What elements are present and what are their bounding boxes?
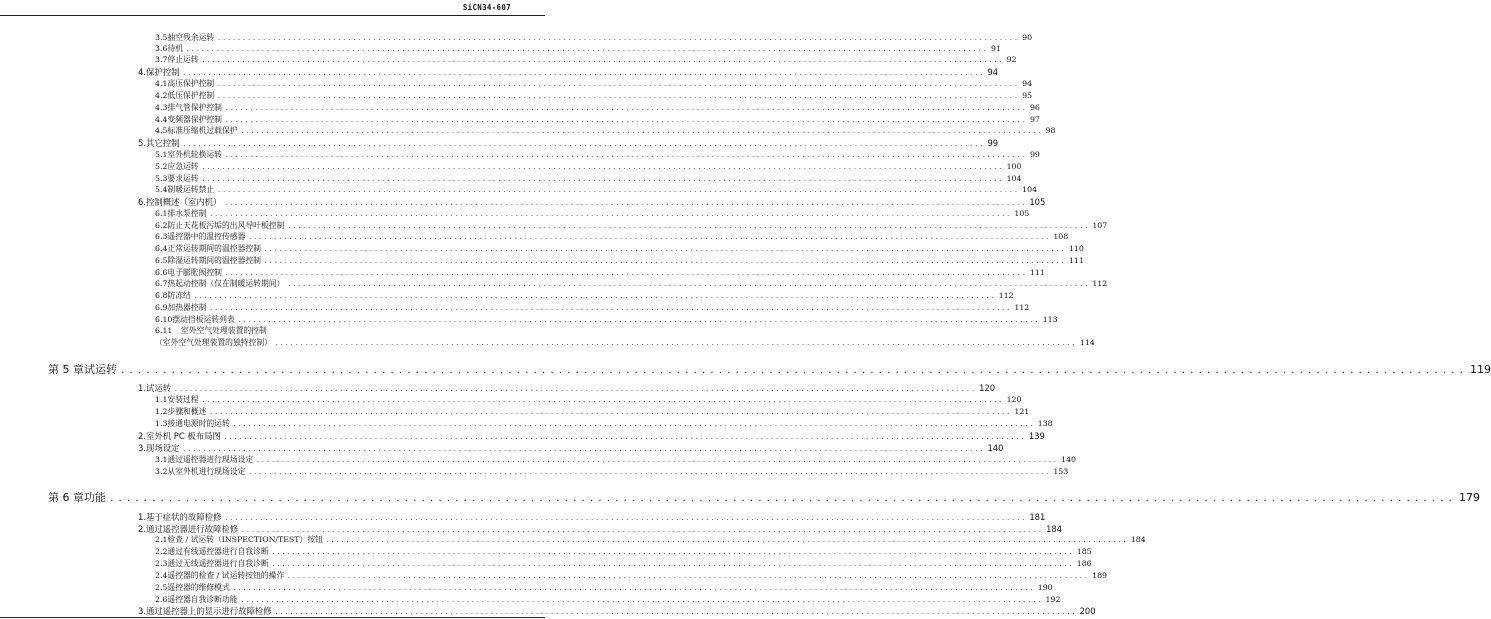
toc-entry-title: 试运转 xyxy=(146,383,172,393)
toc-entry[interactable] xyxy=(155,547,1092,556)
toc-entry-title: 安装过程 xyxy=(167,395,199,404)
toc-entry-number: 6.6 xyxy=(155,268,168,277)
toc-entry-title: 低压保护控制 xyxy=(167,91,215,100)
toc-entry-number: 第 5 章 xyxy=(48,363,84,376)
toc-entry[interactable] xyxy=(155,395,1022,404)
toc-page-number: 99 xyxy=(987,138,999,148)
toc-page-number: 121 xyxy=(1014,407,1030,416)
toc-entry-number: 第 6 章 xyxy=(48,491,84,504)
toc-entry[interactable] xyxy=(155,419,1053,428)
toc-entry-number: 2.4 xyxy=(155,571,168,580)
toc-page-number: 104 xyxy=(1006,174,1022,183)
toc-entry[interactable] xyxy=(155,467,1069,476)
toc-entry-number: 6.7 xyxy=(155,279,168,288)
dot-leader: ................................................................................................................................................................ xyxy=(325,537,1128,544)
toc-entry-title: 遥控器的维修模式 xyxy=(167,583,230,592)
toc-page-number: 108 xyxy=(1053,232,1069,241)
toc-entry-title: 保护控制 xyxy=(146,67,180,77)
toc-page-number: 200 xyxy=(1079,606,1096,616)
toc-page-number: 192 xyxy=(1045,595,1061,604)
toc-entry-number: 3.1 xyxy=(155,455,168,464)
toc-entry-number: 3. xyxy=(138,443,146,453)
dot-leader: ................................................................................................................................................................ xyxy=(274,609,1077,616)
dot-leader: ................................................................................................................................................................ xyxy=(224,152,1027,159)
toc-page-number: 97 xyxy=(1029,115,1040,124)
dot-leader: ................................................................................................................................................................ xyxy=(263,258,1066,265)
toc-entry[interactable] xyxy=(138,67,999,77)
toc-page-number: 112 xyxy=(1092,279,1108,288)
dot-leader: ................................................................................................................................................................ xyxy=(274,340,1077,347)
dot-leader: ................................................................................................................................................................ xyxy=(174,386,977,393)
toc-entry[interactable] xyxy=(155,559,1092,568)
toc-entry[interactable] xyxy=(138,524,1063,534)
toc-page-number: 105 xyxy=(1029,197,1046,207)
dot-leader: ................................................................................................................................................................ xyxy=(201,57,1004,64)
toc-entry-number: 6.9 xyxy=(155,303,168,312)
toc-entry[interactable] xyxy=(155,115,1040,124)
toc-entry-title: 遥控器自我诊断功能 xyxy=(167,595,238,604)
document-code: SiCN34-607 xyxy=(462,3,511,12)
toc-entry-title: 从室外机进行现场设定 xyxy=(167,467,246,476)
toc-entry-title: 要求运转 xyxy=(167,174,199,183)
toc-entry[interactable] xyxy=(155,455,1077,464)
toc-entry[interactable] xyxy=(155,209,1030,218)
toc-entry-number: 2.2 xyxy=(155,547,168,556)
toc-entry-title: 其它控制 xyxy=(146,138,180,148)
toc-entry-number: 5.2 xyxy=(155,162,168,171)
toc-entry[interactable] xyxy=(155,268,1045,277)
toc-entry-title: 室外空气处理装置的控制 xyxy=(181,326,267,335)
toc-entry-number: 4.1 xyxy=(155,79,168,88)
toc-page-number: 112 xyxy=(1014,303,1030,312)
toc-page-number: 138 xyxy=(1037,419,1053,428)
toc-entry-number: 2.1 xyxy=(155,535,168,544)
toc-page-number: 140 xyxy=(987,443,1004,453)
toc-page-number: 113 xyxy=(1042,315,1058,324)
dot-leader: ................................................................................................................................................................ xyxy=(223,434,1026,441)
toc-page-number: 153 xyxy=(1053,467,1069,476)
header-rule xyxy=(0,15,545,16)
dot-leader: ................................................................................................................................................................ xyxy=(248,234,1051,241)
toc-page-number: 104 xyxy=(1022,185,1038,194)
toc-entry[interactable] xyxy=(155,103,1040,112)
dot-leader: ................................................................................................................................................................ xyxy=(217,81,1020,88)
toc-entry-title: 通过遥控器进行现场设定 xyxy=(167,455,254,464)
footer-rule xyxy=(0,617,545,618)
toc-entry-title: 除湿运转期间的温控器控制 xyxy=(167,256,261,265)
toc-entry[interactable] xyxy=(155,232,1069,241)
toc-entry-title: 变频器保护控制 xyxy=(167,115,222,124)
toc-entry-number: 2.5 xyxy=(155,583,168,592)
toc-entry-title: 电子膨胀阀控制 xyxy=(167,268,222,277)
toc-entry-number: 6.3 xyxy=(155,232,168,241)
toc-entry[interactable] xyxy=(138,431,1045,441)
toc-page-number: 112 xyxy=(998,291,1014,300)
toc-page-number: 185 xyxy=(1076,547,1092,556)
toc-entry-number: 3.2 xyxy=(155,467,168,476)
toc-entry[interactable] xyxy=(155,221,1108,230)
toc-chapter-entry[interactable] xyxy=(48,363,1491,376)
toc-page-number: 179 xyxy=(1458,491,1480,504)
toc-page-number: 190 xyxy=(1037,583,1053,592)
dot-leader: ................................................................................................................................................................ xyxy=(186,46,988,53)
toc-entry-title: 功能 xyxy=(84,491,106,504)
toc-page-number: 107 xyxy=(1092,221,1108,230)
dot-leader: ................................................................................................................................................................ xyxy=(224,105,1027,112)
toc-entry-title: 加热器控制 xyxy=(167,303,207,312)
toc-entry-number: 4.3 xyxy=(155,103,168,112)
toc-entry-title: 制暖运转禁止 xyxy=(167,185,215,194)
toc-entry[interactable] xyxy=(155,595,1061,604)
toc-entry-number: 4.2 xyxy=(155,91,168,100)
toc-entry-number: 6.8 xyxy=(155,291,168,300)
toc-page-number: 139 xyxy=(1028,431,1045,441)
dot-leader: ................................................................................................................................................................ xyxy=(232,585,1035,592)
toc-page-number: 184 xyxy=(1046,524,1063,534)
toc-entry[interactable] xyxy=(155,55,1017,64)
toc-entry-title: 检查 / 试运转（INSPECTION/TEST）按钮 xyxy=(167,535,323,544)
toc-entry[interactable] xyxy=(155,303,1030,312)
dot-leader: ................................................................................................................................................................ xyxy=(248,469,1051,476)
dot-leader: ................................................................................................................................................................ xyxy=(232,421,1035,428)
dot-leader: ................................................................................................................................................................ xyxy=(217,35,1020,42)
toc-page-number: 181 xyxy=(1029,512,1046,522)
toc-entry-title: 步骤和概述 xyxy=(167,407,207,416)
toc-page-number: 105 xyxy=(1014,209,1030,218)
toc-page-number: 90 xyxy=(1022,33,1033,42)
dot-leader: ................................................................................................................................................................ xyxy=(209,305,1012,312)
toc-entry-title: （室外空气处理装置的独特控制） xyxy=(155,338,272,347)
toc-entry-number: 6.5 xyxy=(155,256,168,265)
toc-entry[interactable] xyxy=(138,512,1046,522)
dot-leader: ................................................................................................................................................................ xyxy=(182,141,985,148)
dot-leader: ................................................................................................................................................................ xyxy=(271,561,1074,568)
dot-leader: ................................................................................................................................................................ xyxy=(217,93,1020,100)
dot-leader: ................................................................................................................................................................ xyxy=(120,366,1467,376)
dot-leader: ................................................................................................................................................................ xyxy=(224,515,1027,522)
toc-entry-number: 1. xyxy=(138,512,146,522)
toc-entry-title: 抽空残余运转 xyxy=(167,33,215,42)
toc-entry-number: 1. xyxy=(138,383,146,393)
toc-entry-title: 排气管保护控制 xyxy=(167,103,222,112)
toc-page-number: 120 xyxy=(1006,395,1022,404)
dot-leader: ................................................................................................................................................................ xyxy=(287,573,1090,580)
toc-entry[interactable] xyxy=(155,126,1056,135)
toc-page-number: 140 xyxy=(1061,455,1077,464)
toc-entry[interactable] xyxy=(155,407,1030,416)
toc-entry[interactable] xyxy=(155,44,1001,53)
dot-leader: ................................................................................................................................................................ xyxy=(224,270,1027,277)
toc-page-number: 94 xyxy=(1022,79,1033,88)
toc-page-number: 98 xyxy=(1045,126,1056,135)
dot-leader: ................................................................................................................................................................ xyxy=(271,549,1074,556)
toc-entry-number: 3.5 xyxy=(155,33,168,42)
dot-leader: ................................................................................................................................................................ xyxy=(256,457,1059,464)
toc-page-number: 95 xyxy=(1022,91,1033,100)
toc-entry[interactable] xyxy=(155,33,1033,42)
toc-entry-number: 1.1 xyxy=(155,395,168,404)
toc-entry-number: 6.2 xyxy=(155,221,168,230)
toc-page-number: 110 xyxy=(1068,244,1084,253)
toc-entry-title: 现场设定 xyxy=(146,443,180,453)
toc-entry-title: 待机 xyxy=(167,44,183,53)
dot-leader: ................................................................................................................................................................ xyxy=(241,527,1044,534)
toc-entry[interactable] xyxy=(155,279,1108,288)
toc-entry-number: 2. xyxy=(138,524,146,534)
toc-entry-number: 2.6 xyxy=(155,595,168,604)
toc-entry-title: 正常运转期间的温控器控制 xyxy=(167,244,261,253)
toc-entry[interactable] xyxy=(155,583,1053,592)
dot-leader: ................................................................................................................................................................ xyxy=(193,293,996,300)
dot-leader: ................................................................................................................................................................ xyxy=(182,446,985,453)
toc-entry-title: 基于症状的故障检修 xyxy=(146,512,222,522)
toc-entry[interactable] xyxy=(155,79,1033,88)
toc-page-number: 184 xyxy=(1130,535,1146,544)
toc-entry[interactable] xyxy=(155,91,1033,100)
toc-entry-number: 3.6 xyxy=(155,44,168,53)
toc-entry[interactable] xyxy=(155,174,1022,183)
dot-leader: ................................................................................................................................................................ xyxy=(201,397,1004,404)
toc-entry-title: 室外机轮换运转 xyxy=(167,150,222,159)
toc-page-number: 94 xyxy=(987,67,999,77)
toc-page-number: 186 xyxy=(1076,559,1092,568)
toc-entry-title: 防冻结 xyxy=(167,291,191,300)
dot-leader: ................................................................................................................................................................ xyxy=(201,176,1004,183)
dot-leader: ................................................................................................................................................................ xyxy=(217,187,1020,194)
toc-page-number: 111 xyxy=(1029,268,1045,277)
dot-leader: ................................................................................................................................................................ xyxy=(109,494,1456,504)
toc-entry-number: 5. xyxy=(138,138,146,148)
toc-page-number: 99 xyxy=(1029,150,1040,159)
toc-page-number: 114 xyxy=(1079,338,1095,347)
toc-entry[interactable] xyxy=(155,162,1022,171)
toc-page-number: 92 xyxy=(1006,55,1017,64)
dot-leader: ................................................................................................................................................................ xyxy=(237,317,1040,324)
toc-entry-title: 室外机 PC 板布局图 xyxy=(146,431,221,441)
toc-entry[interactable] xyxy=(155,571,1108,580)
toc-entry-title: 通过遥控器上的显示进行故障检修 xyxy=(146,606,272,616)
toc-entry[interactable] xyxy=(155,338,1095,347)
toc-entry-number: 4. xyxy=(138,67,146,77)
toc-entry-title: 遥控器的检查 / 试运转按钮的操作 xyxy=(167,571,285,580)
toc-entry[interactable] xyxy=(155,256,1084,265)
toc-entry[interactable] xyxy=(155,327,495,335)
toc-entry[interactable] xyxy=(155,185,1038,194)
toc-entry-number: 2. xyxy=(138,431,146,441)
toc-entry[interactable] xyxy=(155,150,1040,159)
dot-leader: ................................................................................................................................................................ xyxy=(240,128,1043,135)
dot-leader: ................................................................................................................................................................ xyxy=(209,211,1012,218)
toc-chapter-entry[interactable] xyxy=(48,491,1480,504)
toc-entry[interactable] xyxy=(138,443,1004,453)
toc-entry-title: 试运转 xyxy=(84,363,117,376)
toc-entry-number: 5.4 xyxy=(155,185,168,194)
toc-entry[interactable] xyxy=(138,606,1096,616)
toc-entry-title: 通过无线遥控器进行自我诊断 xyxy=(167,559,269,568)
toc-entry-number: 5.1 xyxy=(155,150,168,159)
toc-entry[interactable] xyxy=(155,291,1014,300)
dot-leader: ................................................................................................................................................................ xyxy=(224,117,1027,124)
toc-entry-number: 4.5 xyxy=(155,126,168,135)
toc-page-number: 189 xyxy=(1092,571,1108,580)
toc-entry-title: 控制概述（室内机） xyxy=(146,197,222,207)
toc-page-number: 120 xyxy=(979,383,996,393)
dot-leader: ................................................................................................................................................................ xyxy=(201,164,1004,171)
toc-entry[interactable] xyxy=(138,197,1046,207)
dot-leader: ................................................................................................................................................................ xyxy=(224,200,1027,207)
dot-leader: ................................................................................................................................................................ xyxy=(287,281,1090,288)
toc-entry-number: 6.10 xyxy=(155,315,173,324)
toc-entry-title: 停止运转 xyxy=(167,55,199,64)
toc-entry-title: 遥控器中的温控传感器 xyxy=(167,232,246,241)
toc-entry-number: 6.4 xyxy=(155,244,168,253)
toc-entry-title: 通过遥控器进行故障检修 xyxy=(146,524,239,534)
toc-entry-number: 5.3 xyxy=(155,174,168,183)
toc-entry-number: 2.3 xyxy=(155,559,168,568)
dot-leader: ................................................................................................................................................................ xyxy=(263,246,1066,253)
toc-entry[interactable] xyxy=(155,315,1058,324)
toc-entry-title: 高压保护控制 xyxy=(167,79,215,88)
toc-entry[interactable] xyxy=(155,244,1084,253)
toc-entry-title: 防止天花板污垢的出风导叶板控制 xyxy=(167,221,285,230)
toc-entry-number: 6.11 xyxy=(155,326,173,335)
toc-entry[interactable] xyxy=(138,383,996,393)
toc-entry[interactable] xyxy=(138,138,999,148)
toc-entry-number: 6. xyxy=(138,197,146,207)
toc-entry-title: 接通电源时的运转 xyxy=(167,419,230,428)
toc-page-number: 119 xyxy=(1469,363,1491,376)
toc-entry-number: 1.2 xyxy=(155,407,168,416)
toc-page-number: 96 xyxy=(1029,103,1040,112)
toc-entry-number: 6.1 xyxy=(155,209,168,218)
toc-entry-number: 3.7 xyxy=(155,55,168,64)
toc-entry-title: 标准压缩机过载保护 xyxy=(167,126,238,135)
dot-leader: ................................................................................................................................................................ xyxy=(209,409,1012,416)
dot-leader: ................................................................................................................................................................ xyxy=(240,597,1043,604)
dot-leader: ................................................................................................................................................................ xyxy=(182,70,985,77)
toc-entry-number: 1.3 xyxy=(155,419,168,428)
toc-page-number: 100 xyxy=(1006,162,1022,171)
toc-entry-title: 通过有线遥控器进行自我诊断 xyxy=(167,547,269,556)
toc-page-number: 91 xyxy=(990,44,1001,53)
toc-entry-number: 3. xyxy=(138,606,146,616)
toc-entry-title: 应急运转 xyxy=(167,162,199,171)
toc-entry-title: 热起动控制（仅在制暖运转期间） xyxy=(167,279,285,288)
toc-entry-title: 摆动挡板运转列表 xyxy=(172,315,235,324)
toc-entry-number: 4.4 xyxy=(155,115,168,124)
toc-entry[interactable] xyxy=(155,535,1146,544)
toc-page-number: 111 xyxy=(1068,256,1084,265)
toc-entry-title: 排水泵控制 xyxy=(167,209,207,218)
dot-leader: ................................................................................................................................................................ xyxy=(287,223,1090,230)
